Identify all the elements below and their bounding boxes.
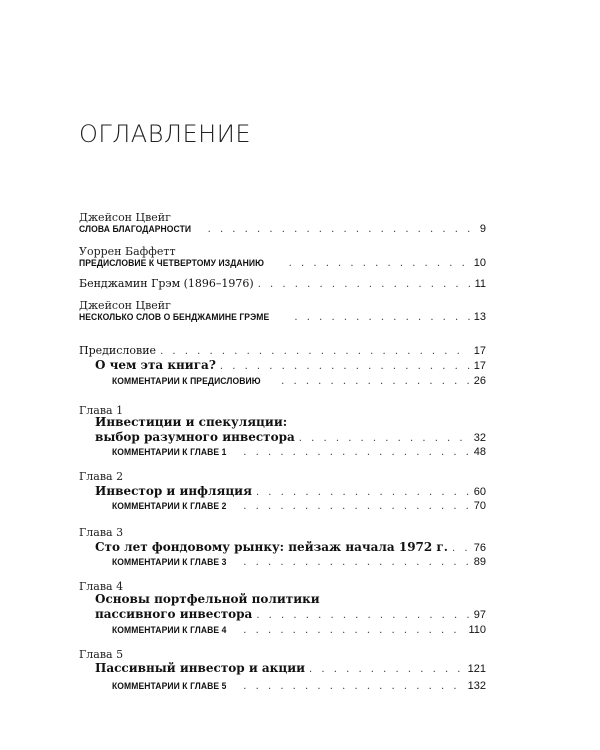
toc-entry-chapter-2[interactable]	[95, 484, 486, 501]
page-number: 60	[473, 486, 486, 498]
dot-leader	[281, 376, 470, 387]
author-zweig: Джейсон Цвейг	[79, 211, 171, 224]
page-number: 76	[473, 542, 486, 554]
page-number: 97	[473, 609, 486, 621]
page-number: 11	[474, 278, 486, 290]
toc-entry-title: КОММЕНТАРИИ К ГЛАВЕ 1	[112, 447, 227, 458]
dot-leader	[258, 279, 471, 290]
toc-entry-title: КОММЕНТАРИИ К ПРЕДИСЛОВИЮ	[112, 376, 261, 387]
chapter-label: Глава 2	[79, 470, 124, 483]
dot-leader	[243, 447, 470, 458]
chapter-title-line: Основы портфельной политики	[95, 592, 320, 606]
toc-entry-title: Бенджамин Грэм (1896–1976)	[79, 277, 254, 290]
toc-entry-title: Инвестор и инфляция	[95, 484, 252, 498]
author-zweig: Джейсон Цвейг	[79, 299, 171, 312]
page-number: 121	[467, 663, 486, 675]
page-number: 26	[473, 375, 486, 387]
dot-leader	[243, 681, 463, 692]
page-number: 17	[473, 360, 486, 372]
toc-entry-title: Сто лет фондовому рынку: пейзаж начала 1972 г.	[95, 540, 448, 554]
dot-leader	[256, 610, 469, 621]
dot-leader	[256, 487, 470, 498]
toc-entry-title: КОММЕНТАРИИ К ГЛАВЕ 4	[112, 625, 227, 636]
dot-leader	[243, 557, 470, 568]
toc-entry-acknowledgements[interactable]	[79, 223, 486, 240]
dot-leader	[160, 346, 470, 357]
page-number: 70	[473, 500, 486, 512]
dot-leader	[452, 543, 470, 554]
toc-entry-about-graham[interactable]	[79, 311, 486, 328]
dot-leader	[220, 361, 470, 372]
toc-entry-chapter-3-comments[interactable]	[112, 556, 486, 573]
toc-entry-title: СЛОВА БЛАГОДАРНОСТИ	[79, 224, 192, 235]
toc-entry-title: ПРЕДИСЛОВИЕ К ЧЕТВЕРТОМУ ИЗДАНИЮ	[79, 258, 265, 269]
toc-entry-chapter-1-comments[interactable]	[112, 446, 486, 463]
chapter-label: Глава 4	[79, 580, 124, 593]
dot-leader	[309, 664, 464, 675]
toc-entry-title: КОММЕНТАРИИ К ГЛАВЕ 2	[112, 501, 227, 512]
toc-entry-chapter-1[interactable]	[95, 430, 486, 447]
toc-entry-chapter-5-comments[interactable]	[112, 680, 486, 697]
toc-entry-title: выбор разумного инвестора	[95, 430, 295, 444]
dot-leader	[243, 501, 470, 512]
dot-leader	[289, 258, 470, 269]
page-number: 132	[467, 680, 486, 692]
chapter-label: Глава 1	[79, 404, 124, 417]
dot-leader	[299, 433, 470, 444]
dot-leader	[208, 224, 476, 235]
toc-entry-title: пассивного инвестора	[95, 607, 253, 621]
page-number: 110	[468, 624, 486, 636]
page-number: 48	[473, 446, 486, 458]
page-title: ОГЛАВЛЕНИЕ	[79, 120, 251, 148]
toc-entry-chapter-4-comments[interactable]	[112, 624, 486, 641]
toc-entry-about-book[interactable]	[95, 358, 486, 375]
toc-entry-label: Предисловие	[79, 344, 157, 357]
page-number: 13	[473, 311, 486, 323]
toc-entry-chapter-2-comments[interactable]	[112, 500, 486, 517]
toc-entry-title: НЕСКОЛЬКО СЛОВ О БЕНДЖАМИНЕ ГРЭМЕ	[79, 312, 270, 323]
toc-entry-title: О чем эта книга?	[95, 358, 216, 372]
chapter-title-line: Инвестиции и спекуляции:	[95, 415, 288, 429]
author-buffett: Уоррен Баффетт	[79, 245, 176, 258]
toc-entry-graham[interactable]	[79, 277, 486, 294]
page-number: 10	[473, 257, 486, 269]
page-number: 32	[473, 432, 486, 444]
toc-entry-buffett-preface[interactable]	[79, 257, 486, 274]
page-number: 17	[473, 345, 486, 357]
page-number: 9	[479, 223, 486, 235]
toc-entry-title: КОММЕНТАРИИ К ГЛАВЕ 5	[112, 681, 227, 692]
page-number: 89	[473, 556, 486, 568]
toc-entry-chapter-4[interactable]	[95, 607, 486, 624]
toc-entry-chapter-5[interactable]	[95, 661, 486, 678]
toc-entry-title: КОММЕНТАРИИ К ГЛАВЕ 3	[112, 557, 227, 568]
dot-leader	[294, 312, 469, 323]
toc-entry-chapter-3[interactable]	[95, 540, 486, 557]
dot-leader	[243, 625, 464, 636]
chapter-label: Глава 5	[79, 648, 124, 661]
toc-entry-preface-comments[interactable]	[112, 375, 486, 392]
toc-entry-title: Пассивный инвестор и акции	[95, 661, 306, 675]
chapter-label: Глава 3	[79, 526, 124, 539]
